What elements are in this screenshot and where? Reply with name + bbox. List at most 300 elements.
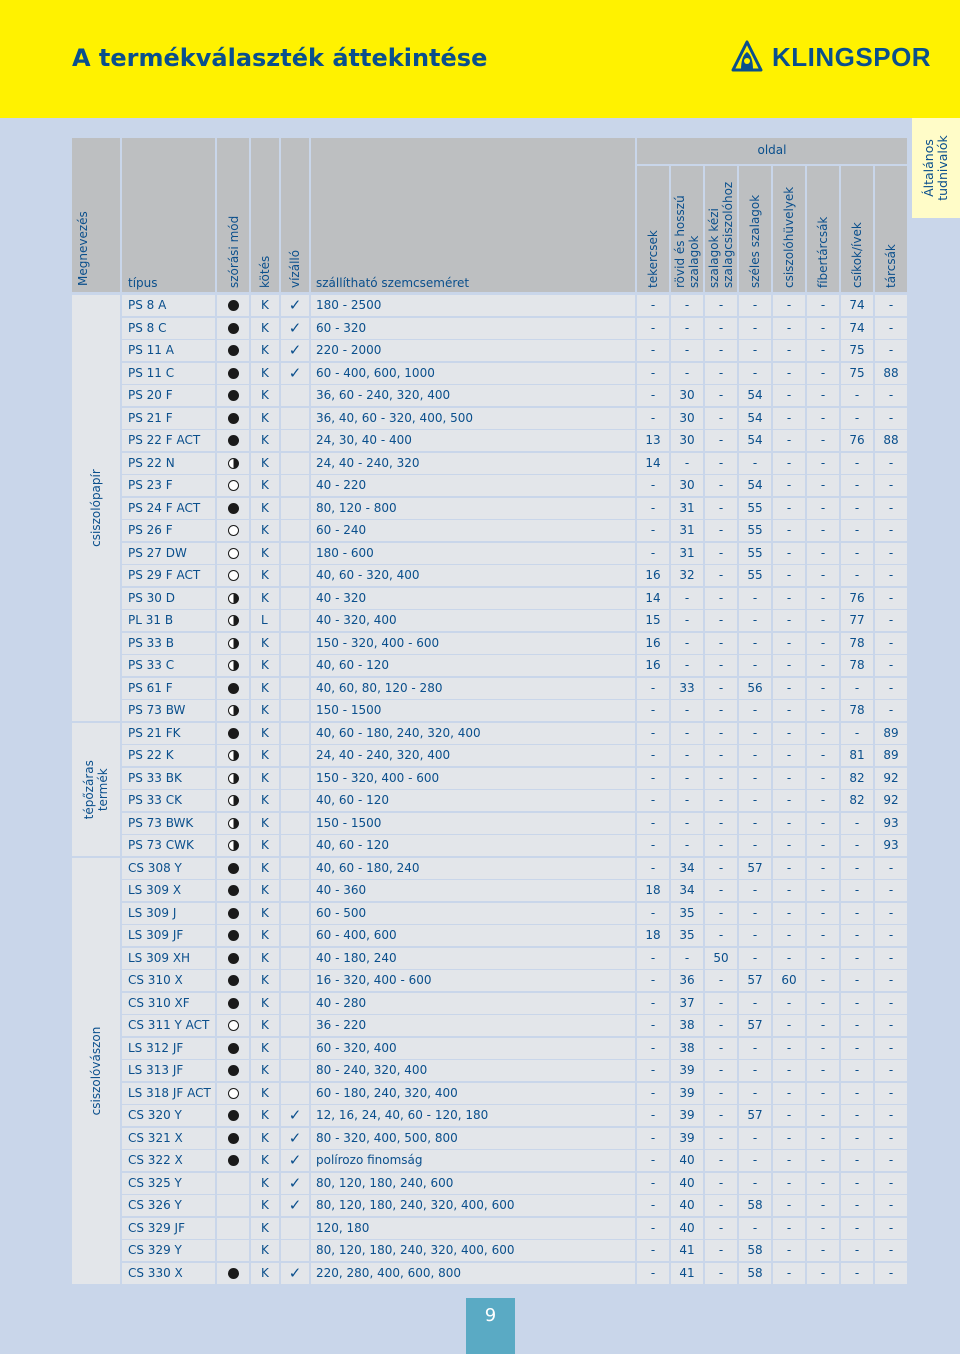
scatter-full-icon	[228, 728, 239, 739]
page-ref-cell: -	[807, 925, 839, 946]
page-ref-cell: -	[807, 1240, 839, 1261]
page-ref-cell: 38	[671, 1038, 703, 1059]
page-ref-cell: -	[875, 1015, 907, 1036]
tipus-cell: PS 33 CK	[122, 790, 215, 811]
page-ref-cell: -	[739, 1083, 771, 1104]
tipus-cell: PS 33 BK	[122, 768, 215, 789]
header-megnevezes	[72, 138, 120, 292]
tipus-cell: PS 29 F ACT	[122, 565, 215, 586]
page-ref-cell: 14	[637, 588, 669, 609]
page-ref-cell: -	[705, 363, 737, 384]
page-ref-cell: -	[739, 880, 771, 901]
page-ref-cell: 34	[671, 858, 703, 879]
page-ref-cell: -	[807, 565, 839, 586]
szemcse-cell: 40, 60 - 320, 400	[311, 565, 635, 586]
page-ref-cell: -	[807, 610, 839, 631]
page-ref-cell: -	[875, 565, 907, 586]
page-ref-cell: 88	[875, 430, 907, 451]
page-ref-cell: -	[807, 813, 839, 834]
page-ref-cell: -	[637, 723, 669, 744]
header-vizallo	[281, 138, 309, 292]
page-ref-cell: 31	[671, 498, 703, 519]
page-ref-cell: -	[841, 475, 873, 496]
page-ref-cell: -	[705, 813, 737, 834]
page-ref-cell: -	[841, 970, 873, 991]
header-page-col-line: szalagok	[687, 235, 701, 288]
vizallo-cell	[281, 543, 309, 564]
szorasi-mod-cell	[217, 430, 249, 451]
kotes-cell: K	[251, 385, 279, 406]
page-ref-cell: -	[875, 1150, 907, 1171]
page-number: 9	[466, 1298, 515, 1354]
vizallo-cell	[281, 835, 309, 856]
page-ref-cell: -	[637, 948, 669, 969]
vizallo-cell	[281, 340, 309, 361]
header-page-col	[705, 166, 737, 292]
page-ref-cell: 30	[671, 408, 703, 429]
szemcse-cell: 40, 60 - 120	[311, 835, 635, 856]
page-ref-cell: -	[637, 790, 669, 811]
scatter-half-icon	[228, 660, 239, 671]
kotes-cell: K	[251, 475, 279, 496]
waterproof-check-icon: ✓	[288, 296, 302, 314]
szemcse-cell: 16 - 320, 400 - 600	[311, 970, 635, 991]
page-ref-cell: -	[807, 430, 839, 451]
scatter-empty-icon	[228, 1020, 239, 1031]
scatter-full-icon	[228, 390, 239, 401]
scatter-full-icon	[228, 413, 239, 424]
szemcse-cell: 40 - 280	[311, 993, 635, 1014]
page-ref-cell: 39	[671, 1105, 703, 1126]
page-ref-cell: -	[841, 813, 873, 834]
page-ref-cell: -	[637, 1263, 669, 1284]
page-ref-cell: -	[841, 1105, 873, 1126]
vizallo-cell	[281, 1015, 309, 1036]
page-ref-cell: -	[637, 1240, 669, 1261]
page-ref-cell: -	[637, 1195, 669, 1216]
page-ref-cell: -	[671, 948, 703, 969]
page-ref-cell: -	[875, 655, 907, 676]
page-ref-cell: -	[841, 678, 873, 699]
tipus-cell: CS 330 X	[122, 1263, 215, 1284]
page-ref-cell: -	[671, 453, 703, 474]
tipus-cell: PS 27 DW	[122, 543, 215, 564]
szorasi-mod-cell	[217, 475, 249, 496]
page-ref-cell: -	[875, 1218, 907, 1239]
vizallo-cell	[281, 1128, 309, 1149]
page-ref-cell: -	[705, 1105, 737, 1126]
page-ref-cell: -	[807, 453, 839, 474]
tipus-cell: LS 318 JF ACT	[122, 1083, 215, 1104]
scatter-full-icon	[228, 1043, 239, 1054]
vizallo-cell	[281, 925, 309, 946]
group-cell	[72, 858, 120, 1284]
kotes-cell: K	[251, 745, 279, 766]
page-ref-cell: 77	[841, 610, 873, 631]
scatter-half-icon	[228, 638, 239, 649]
page-ref-cell: -	[807, 1128, 839, 1149]
page-ref-cell: 41	[671, 1263, 703, 1284]
group-label	[72, 858, 120, 1284]
szorasi-mod-cell	[217, 700, 249, 721]
szemcse-cell: 24, 40 - 240, 320	[311, 453, 635, 474]
page-ref-cell: 88	[875, 363, 907, 384]
page-ref-cell: -	[773, 340, 805, 361]
header-page-col-line: rövid és hosszú	[673, 195, 687, 288]
szemcse-cell: 40 - 320, 400	[311, 610, 635, 631]
page-ref-cell: 78	[841, 700, 873, 721]
page-ref-cell: -	[773, 948, 805, 969]
scatter-full-icon	[228, 1110, 239, 1121]
szemcse-cell: 180 - 600	[311, 543, 635, 564]
vizallo-cell	[281, 948, 309, 969]
group-cell	[72, 295, 120, 721]
page-ref-cell: 40	[671, 1195, 703, 1216]
kotes-cell: K	[251, 295, 279, 316]
page-ref-cell: -	[705, 723, 737, 744]
kotes-cell: K	[251, 768, 279, 789]
szorasi-mod-cell	[217, 565, 249, 586]
page-ref-cell: -	[637, 475, 669, 496]
szorasi-mod-cell	[217, 1128, 249, 1149]
tipus-cell: CS 321 X	[122, 1128, 215, 1149]
szemcse-cell: 36 - 220	[311, 1015, 635, 1036]
page-ref-cell: -	[841, 1060, 873, 1081]
page-ref-cell: -	[875, 1128, 907, 1149]
page-ref-cell: -	[671, 768, 703, 789]
page-ref-cell: -	[875, 1195, 907, 1216]
page-ref-cell: -	[739, 655, 771, 676]
header-szemcse-label: szállítható szemcseméret	[316, 276, 470, 290]
kotes-cell: K	[251, 520, 279, 541]
page-ref-cell: 41	[671, 1240, 703, 1261]
page-ref-cell: -	[637, 745, 669, 766]
page-ref-cell: -	[705, 858, 737, 879]
waterproof-check-icon: ✓	[288, 1173, 302, 1192]
page-ref-cell: -	[841, 543, 873, 564]
waterproof-check-icon: ✓	[288, 1196, 302, 1214]
page-ref-cell: 16	[637, 565, 669, 586]
page-ref-cell: -	[637, 1150, 669, 1171]
scatter-full-icon	[228, 503, 239, 514]
page-ref-cell: -	[637, 408, 669, 429]
tipus-cell: CS 311 Y ACT	[122, 1015, 215, 1036]
scatter-empty-icon	[228, 570, 239, 581]
header-page-col-line: szalagok kézi	[707, 208, 721, 288]
page-ref-cell: -	[773, 1240, 805, 1261]
page-ref-cell: -	[705, 385, 737, 406]
scatter-full-icon	[228, 998, 239, 1009]
page-ref-cell: -	[671, 813, 703, 834]
page-ref-cell: -	[875, 475, 907, 496]
szorasi-mod-cell	[217, 970, 249, 991]
kotes-cell: L	[251, 610, 279, 631]
vizallo-cell	[281, 588, 309, 609]
page-ref-cell: 82	[841, 768, 873, 789]
page-ref-cell: -	[705, 1173, 737, 1194]
page-ref-cell: -	[705, 588, 737, 609]
page-ref-cell: 50	[705, 948, 737, 969]
page-ref-cell: -	[705, 790, 737, 811]
page-ref-cell: 57	[739, 970, 771, 991]
kotes-cell: K	[251, 408, 279, 429]
page-ref-cell: -	[705, 498, 737, 519]
vizallo-cell	[281, 1150, 309, 1171]
kotes-cell: K	[251, 1173, 279, 1194]
vizallo-cell	[281, 1060, 309, 1081]
vizallo-cell	[281, 520, 309, 541]
page-ref-cell: -	[637, 1038, 669, 1059]
vizallo-cell	[281, 565, 309, 586]
page-ref-cell: -	[841, 1173, 873, 1194]
header-page-col-label	[782, 187, 796, 288]
scatter-half-icon	[228, 458, 239, 469]
page-ref-cell: 39	[671, 1083, 703, 1104]
szemcse-cell: 60 - 320, 400	[311, 1038, 635, 1059]
szorasi-mod-cell	[217, 408, 249, 429]
page-ref-cell: -	[841, 1083, 873, 1104]
page-ref-cell: -	[875, 520, 907, 541]
kotes-cell: K	[251, 363, 279, 384]
szorasi-mod-cell	[217, 1195, 249, 1216]
page-ref-cell: -	[671, 745, 703, 766]
szorasi-mod-cell	[217, 723, 249, 744]
kotes-cell: K	[251, 790, 279, 811]
vizallo-cell	[281, 453, 309, 474]
tipus-cell: PS 73 CWK	[122, 835, 215, 856]
page-ref-cell: -	[637, 295, 669, 316]
page-ref-cell: -	[773, 1218, 805, 1239]
page-ref-cell: -	[807, 700, 839, 721]
kotes-cell: K	[251, 723, 279, 744]
szorasi-mod-cell	[217, 1263, 249, 1284]
page-ref-cell: -	[773, 678, 805, 699]
page-ref-cell: -	[705, 925, 737, 946]
page-ref-cell: -	[705, 633, 737, 654]
side-tab[interactable]	[912, 118, 960, 218]
szemcse-cell: 40, 60 - 120	[311, 790, 635, 811]
page-ref-cell: -	[773, 655, 805, 676]
waterproof-check-icon: ✓	[288, 1128, 302, 1147]
kotes-cell: K	[251, 678, 279, 699]
page-ref-cell: -	[807, 588, 839, 609]
tipus-cell: CS 329 Y	[122, 1240, 215, 1261]
page-ref-cell: -	[773, 295, 805, 316]
kotes-cell: K	[251, 1083, 279, 1104]
page-ref-cell: -	[739, 768, 771, 789]
page-ref-cell: -	[773, 475, 805, 496]
page-ref-cell: -	[637, 993, 669, 1014]
page-ref-cell: -	[739, 588, 771, 609]
page-ref-cell: 32	[671, 565, 703, 586]
page-ref-cell: -	[773, 1173, 805, 1194]
page-ref-cell: -	[637, 700, 669, 721]
group-label	[72, 295, 120, 721]
scatter-half-icon	[228, 615, 239, 626]
tipus-cell: CS 326 Y	[122, 1195, 215, 1216]
page-ref-cell: -	[773, 565, 805, 586]
szorasi-mod-cell	[217, 295, 249, 316]
vizallo-cell	[281, 700, 309, 721]
header-page-col	[671, 166, 703, 292]
page-ref-cell: 34	[671, 880, 703, 901]
page-ref-cell: 60	[773, 970, 805, 991]
page-ref-cell: 39	[671, 1128, 703, 1149]
vizallo-cell	[281, 1240, 309, 1261]
page-ref-cell: 14	[637, 453, 669, 474]
szorasi-mod-cell	[217, 1150, 249, 1171]
page-ref-cell: -	[671, 790, 703, 811]
page-ref-cell: -	[637, 1218, 669, 1239]
scatter-half-icon	[228, 593, 239, 604]
page-ref-cell: -	[739, 903, 771, 924]
scatter-full-icon	[228, 345, 239, 356]
page-ref-cell: -	[807, 858, 839, 879]
page-ref-cell: -	[739, 453, 771, 474]
page-ref-cell: -	[773, 588, 805, 609]
page-ref-cell: -	[773, 813, 805, 834]
szemcse-cell: 40, 60, 80, 120 - 280	[311, 678, 635, 699]
szorasi-mod-cell	[217, 790, 249, 811]
page-ref-cell: -	[671, 295, 703, 316]
page-ref-cell: -	[807, 318, 839, 339]
page-ref-cell: 93	[875, 835, 907, 856]
vizallo-cell	[281, 408, 309, 429]
tipus-cell: CS 322 X	[122, 1150, 215, 1171]
tipus-cell: PS 22 F ACT	[122, 430, 215, 451]
page-ref-cell: -	[739, 295, 771, 316]
kotes-cell: K	[251, 1218, 279, 1239]
kotes-cell: K	[251, 1128, 279, 1149]
page-ref-cell: -	[807, 655, 839, 676]
side-tab-line-2: tudnivalók	[935, 135, 950, 201]
header-vizallo-label: vízálló	[288, 249, 302, 288]
scatter-full-icon	[228, 368, 239, 379]
szemcse-cell: 24, 40 - 240, 320, 400	[311, 745, 635, 766]
page-ref-cell: -	[773, 520, 805, 541]
page-ref-cell: -	[739, 1218, 771, 1239]
page-ref-cell: -	[773, 363, 805, 384]
tipus-cell: CS 310 X	[122, 970, 215, 991]
tipus-cell: PS 26 F	[122, 520, 215, 541]
page-ref-cell: -	[637, 385, 669, 406]
page-ref-cell: -	[841, 903, 873, 924]
kotes-cell: K	[251, 318, 279, 339]
tipus-cell: PS 73 BW	[122, 700, 215, 721]
page-ref-cell: -	[637, 768, 669, 789]
page-ref-cell: -	[841, 408, 873, 429]
szemcse-cell: 36, 40, 60 - 320, 400, 500	[311, 408, 635, 429]
tipus-cell: PS 24 F ACT	[122, 498, 215, 519]
tipus-cell: PS 20 F	[122, 385, 215, 406]
page-ref-cell: -	[875, 588, 907, 609]
vizallo-cell	[281, 610, 309, 631]
page-ref-cell: 35	[671, 925, 703, 946]
tipus-cell: LS 309 XH	[122, 948, 215, 969]
page-ref-cell: -	[637, 340, 669, 361]
waterproof-check-icon: ✓	[288, 363, 302, 382]
page-ref-cell: -	[875, 610, 907, 631]
page-ref-cell: -	[773, 633, 805, 654]
page-ref-cell: 74	[841, 318, 873, 339]
page-ref-cell: 16	[637, 655, 669, 676]
tipus-cell: PS 33 B	[122, 633, 215, 654]
page-ref-cell: -	[773, 1128, 805, 1149]
szemcse-cell: 180 - 2500	[311, 295, 635, 316]
header-page-col-label	[850, 222, 864, 288]
group-label	[72, 723, 120, 857]
vizallo-cell	[281, 475, 309, 496]
page-ref-cell: -	[875, 1083, 907, 1104]
page-ref-cell: 31	[671, 520, 703, 541]
page-ref-cell: -	[841, 1015, 873, 1036]
page-ref-cell: -	[773, 543, 805, 564]
page-ref-cell: 40	[671, 1218, 703, 1239]
page-ref-cell: 54	[739, 385, 771, 406]
header-page-col-line: fíbertárcsák	[816, 216, 830, 288]
page-ref-cell: -	[807, 678, 839, 699]
header-tipus	[122, 138, 215, 292]
page-ref-cell: -	[705, 1128, 737, 1149]
page-ref-cell: 31	[671, 543, 703, 564]
page-ref-cell: -	[637, 1128, 669, 1149]
tipus-cell: CS 329 JF	[122, 1218, 215, 1239]
header-page-col-label	[673, 195, 701, 288]
waterproof-check-icon: ✓	[288, 1263, 302, 1282]
page-ref-cell: -	[841, 385, 873, 406]
waterproof-check-icon: ✓	[288, 318, 302, 337]
page-ref-cell: -	[739, 723, 771, 744]
page-ref-cell: -	[705, 453, 737, 474]
page-ref-cell: -	[739, 790, 771, 811]
page-ref-cell: -	[637, 1105, 669, 1126]
header-page-col-line: csiszolóhüvelyek	[782, 186, 796, 288]
group-label-line: tépőzáras	[82, 759, 96, 819]
scatter-full-icon	[228, 683, 239, 694]
kotes-cell: K	[251, 655, 279, 676]
page-ref-cell: -	[773, 1015, 805, 1036]
page-ref-cell: -	[739, 633, 771, 654]
szemcse-cell: 40, 60 - 120	[311, 655, 635, 676]
tipus-cell: PS 22 K	[122, 745, 215, 766]
vizallo-cell	[281, 1218, 309, 1239]
page-ref-cell: -	[773, 1150, 805, 1171]
page-ref-cell: -	[773, 1038, 805, 1059]
page-ref-cell: 57	[739, 858, 771, 879]
scatter-full-icon	[228, 930, 239, 941]
szorasi-mod-cell	[217, 633, 249, 654]
page-ref-cell: -	[637, 520, 669, 541]
szemcse-cell: 150 - 1500	[311, 700, 635, 721]
page-ref-cell: -	[841, 498, 873, 519]
header-page-col	[739, 166, 771, 292]
page-ref-cell: -	[637, 903, 669, 924]
kotes-cell: K	[251, 1240, 279, 1261]
page-ref-cell: -	[637, 1083, 669, 1104]
brand-logo	[730, 40, 931, 74]
page-ref-cell: -	[705, 565, 737, 586]
kotes-cell: K	[251, 700, 279, 721]
szemcse-cell: 40 - 320	[311, 588, 635, 609]
scatter-full-icon	[228, 1155, 239, 1166]
page-ref-cell: -	[773, 700, 805, 721]
page-ref-cell: -	[739, 700, 771, 721]
scatter-full-icon	[228, 908, 239, 919]
scatter-half-icon	[228, 773, 239, 784]
page-ref-cell: 18	[637, 925, 669, 946]
page-ref-cell: -	[705, 408, 737, 429]
page-ref-cell: -	[705, 1240, 737, 1261]
